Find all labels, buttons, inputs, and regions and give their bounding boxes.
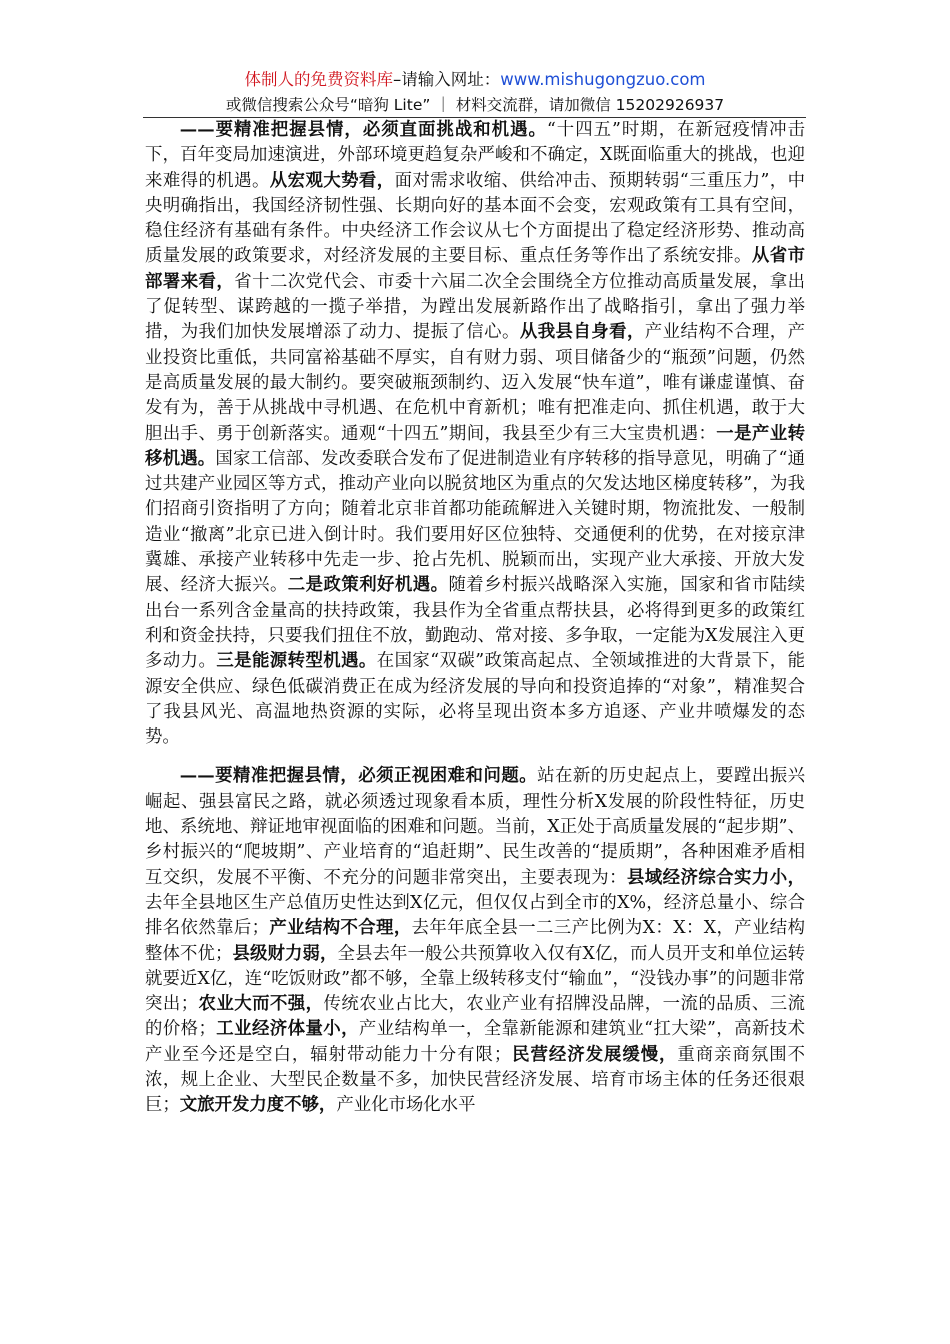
- text-run: 面对需求收缩、供给冲击、预期转弱“三重压力”，中央明确指出，我国经济韧性强、长期向好的基本面不会变，宏观政策有工具有空间，稳住经济有基础有条件。中央经济工作会议从七个方面提出了稳定经济形势、推动高质量发展的政策要求，对经济发展的主要目标、重点任务等作出了系统安排。: [145, 170, 805, 267]
- bold-heading-run: 从我县自身看，: [519, 322, 645, 343]
- bold-heading-run: 民营经济发展缓慢，: [511, 1044, 678, 1065]
- header-subline: 或微信搜索公众号“暗狗 Lite” ｜ 材料交流群，请加微信 15202926937: [225, 96, 725, 114]
- page-header: [0, 68, 950, 116]
- header-banner: [0, 68, 950, 92]
- text-run: 产业结构单一，全靠新能源和建筑业“扛大梁”，高新技术产业至今还是空白，辐射带动能力十分有限；: [145, 1019, 805, 1065]
- text-run: 站在新的历史起点上，要蹚出振兴崛起、强县富民之路，就必须透过现象看本质，理性分析X发展的阶段性特征，历史地、系统地、辩证地审视面临的困难和问题。当前，X正处于高质量发展的“起步期”、乡村振兴的“爬坡期”、产业培育的“追赶期”、民生改善的“提质期”，各种困难矛盾相互交织，发展不平衡、不充分的问题非常突出，主要表现为：: [145, 766, 805, 888]
- text-run: 全县去年一般公共预算收入仅有X亿，而人员开支和单位运转就要近X亿，连“吃饭财政”都不够，全靠上级转移支付“输血”，“没钱办事”的问题非常突出；: [145, 943, 805, 1015]
- header-url-link[interactable]: www.mishugongzuo.com: [500, 70, 706, 89]
- text-run: 产业结构不合理，产业投资比重低，共同富裕基础不厚实，自有财力弱、项目储备少的“瓶颈”问题，仍然是高质量发展的最大制约。要突破瓶颈制约、迈入发展“快车道”，唯有谦虚谨慎、奋发有为，善于从挑战中寻机遇、在危机中育新机；唯有把准走向、抓住机遇，敢于大胆出手、勇于创新落实。通观“十四五”期间，我县至少有三大宝贵机遇：: [145, 322, 805, 444]
- bold-heading-run: 县级财力弱，: [232, 943, 338, 964]
- paragraph-challenges-opportunities: [145, 118, 805, 750]
- header-prompt: –请输入网址：: [392, 70, 501, 89]
- bold-heading-run: 从宏观大势看，: [269, 170, 395, 191]
- text-run: “十四五”时期，在新冠疫情冲击下，百年变局加速演进，外部环境更趋复杂严峻和不确定，X既面临重大的挑战，也迎来难得的机遇。: [145, 120, 805, 191]
- bold-heading-run: 产业结构不合理，: [269, 918, 412, 939]
- text-run: 国家工信部、发改委联合发布了促进制造业有序转移的指导意见，明确了“通过共建产业园区等方式，推动产业向以脱贫地区为重点的欠发达地区梯度转移”，为我们招商引资指明了方向；随着北京非首都功能疏解进入关键时期，物流批发、一般制造业“撤离”北京已进入倒计时。我们要用好区位独特、交通便利的优势，在对接京津冀雄、承接产业转移中先走一步、抢占先机、脱颖而出，实现产业大承接、开放大发展、经济大振兴。: [145, 448, 805, 596]
- text-run: 传统农业占比大，农业产业有招牌没品牌，一流的品质、三流的价格；: [145, 994, 805, 1040]
- bold-heading-run: 农业大而不强，: [198, 994, 324, 1015]
- bold-heading-run: 二是政策利好机遇。: [287, 575, 449, 596]
- text-run: 产业化市场化水平: [336, 1095, 476, 1116]
- text-run: 在国家“双碳”政策高起点、全领域推进的大背景下，能源安全供应、绿色低碳消费正在成为经济发展的导向和投资追捧的“对象”，精准契合了我县风光、高温地热资源的实际，必将呈现出资本多方追逐、产业井喷爆发的态势。: [145, 651, 805, 748]
- text-run: 省十二次党代会、市委十六届二次全会围绕全方位推动高质量发展，拿出了促转型、谋跨越的一揽子举措，为蹚出发展新路作出了战略指引，拿出了强力举措，为我们加快发展增添了动力、提振了信心。: [145, 271, 805, 343]
- bold-heading-run: ——要精准把握县情，必须正视困难和问题。: [179, 766, 538, 787]
- text-run: 去年全县地区生产总值历史性达到X亿元，但仅仅占到全市的X%，经济总量小、综合排名依然靠后；: [145, 892, 805, 939]
- bold-heading-run: 工业经济体量小，: [215, 1019, 359, 1040]
- bold-heading-run: 从省市部署来看，: [145, 246, 805, 292]
- document-body: [145, 118, 805, 1119]
- bold-heading-run: 三是能源转型机遇。: [216, 651, 377, 672]
- bold-heading-run: 县域经济综合实力小，: [626, 867, 805, 888]
- text-run: 去年年底全县一二三产比例为X：X：X，产业结构整体不优；: [145, 918, 805, 964]
- bold-heading-run: 一是产业转移机遇。: [145, 423, 805, 469]
- text-run: 随着乡村振兴战略深入实施，国家和省市陆续出台一系列含金量高的扶持政策，我县作为全省重点帮扶县，必将得到更多的政策红利和资金扶持，只要我们扭住不放，勤跑动、常对接、多争取，一定能为X发展注入更多动力。: [145, 575, 805, 672]
- bold-heading-run: ——要精准把握县情，必须直面挑战和机遇。: [179, 120, 547, 140]
- text-run: 重商亲商氛围不浓，规上企业、大型民企数量不多，加快民营经济发展、培育市场主体的任务还很艰巨；: [145, 1044, 805, 1116]
- bold-heading-run: 文旅开发力度不够，: [179, 1095, 337, 1116]
- paragraph-difficulties-problems: [145, 764, 805, 1118]
- header-brand: 体制人的免费资料库: [244, 70, 393, 89]
